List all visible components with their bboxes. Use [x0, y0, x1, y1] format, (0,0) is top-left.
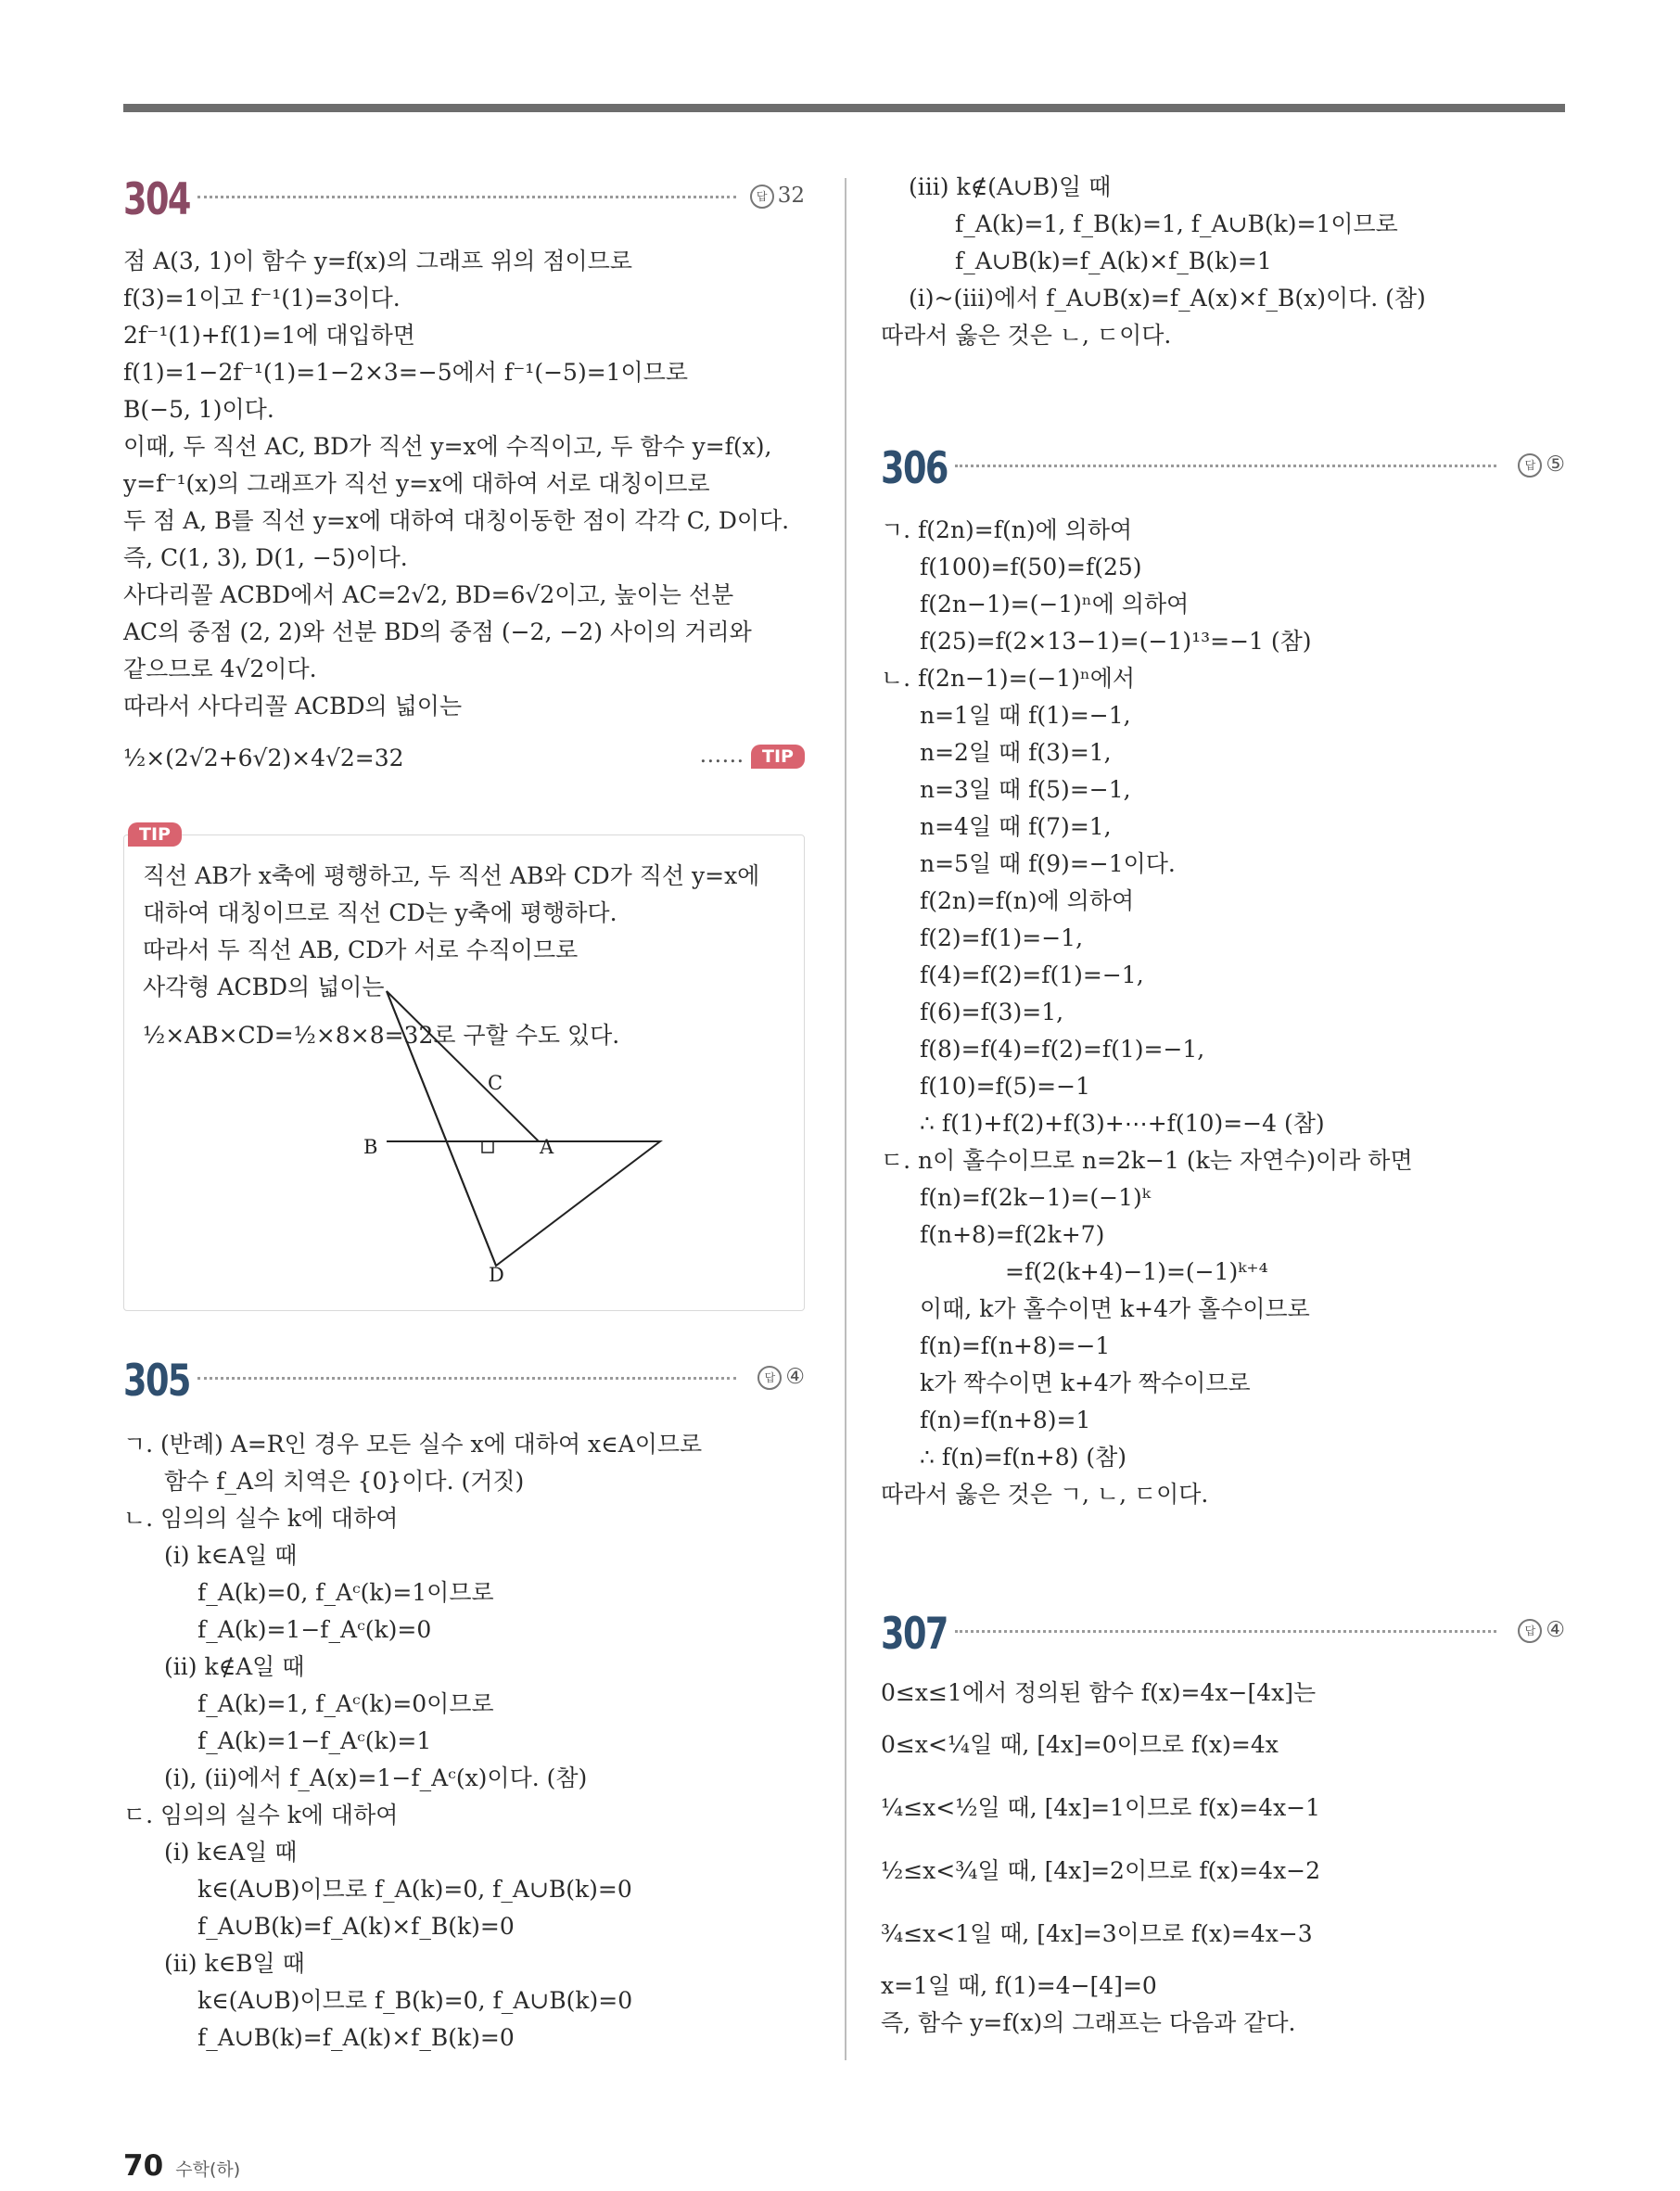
problem-306-header — [881, 443, 1565, 499]
problem-number: 304 — [123, 174, 190, 225]
answer-badge — [1518, 452, 1565, 478]
point-label-c: C — [488, 1072, 503, 1094]
solution-line: f(8)=f(4)=f(2)=f(1)=−1, — [920, 1036, 1205, 1063]
solution-line: 따라서 옳은 것은 ㄴ, ㄷ이다. — [881, 322, 1172, 349]
solution-line: ¼≤x<½일 때, [4x]=1이므로 f(x)=4x−1 — [881, 1794, 1321, 1821]
solution-line: f_A∪B(k)=f_A(k)×f_B(k)=0 — [197, 2024, 515, 2051]
answer-value: ⑤ — [1546, 452, 1565, 477]
solution-line: B(−5, 1)이다. — [123, 396, 274, 423]
leader-dots — [197, 196, 736, 198]
book-title: 수학(하) — [175, 2159, 241, 2180]
tip-line: 대하여 대칭이므로 직선 CD는 y축에 평행하다. — [143, 899, 617, 926]
solution-line: f_A(k)=1, f_B(k)=1, f_A∪B(k)=1이므로 — [955, 210, 1398, 237]
solution-line: ㄴ. 임의의 실수 k에 대하여 — [123, 1505, 399, 1532]
solution-line: f(3)=1이고 f⁻¹(1)=3이다. — [123, 285, 401, 312]
solution-line: 0≤x≤1에서 정의된 함수 f(x)=4x−[4x]는 — [881, 1679, 1317, 1706]
solution-line: x=1일 때, f(1)=4−[4]=0 — [881, 1972, 1157, 1999]
leader-dots — [197, 1377, 736, 1380]
tip-dots: …… — [699, 742, 745, 768]
solution-line: (ⅰ), (ⅱ)에서 f_A(x)=1−f_Aᶜ(x)이다. (참) — [164, 1764, 588, 1791]
problem-number: 305 — [123, 1356, 190, 1407]
top-rule — [123, 104, 1565, 112]
solution-line: (ⅲ) k∉(A∪B)일 때 — [909, 173, 1112, 200]
solution-line: ㄱ. (반례) A=R인 경우 모든 실수 x에 대하여 x∈A이므로 — [123, 1431, 703, 1458]
solution-line: n=4일 때 f(7)=1, — [920, 813, 1112, 840]
solution-line: f(2)=f(1)=−1, — [920, 924, 1084, 951]
page-footer — [123, 2149, 240, 2183]
solution-line: f_A(k)=1, f_Aᶜ(k)=0이므로 — [197, 1690, 494, 1717]
solution-line: f(2n)=f(n)에 의하여 — [920, 887, 1135, 914]
right-angle-mark — [482, 1141, 493, 1153]
solution-line: n=2일 때 f(3)=1, — [920, 739, 1112, 766]
solution-line: 따라서 사다리꼴 ACBD의 넓이는 — [123, 693, 463, 720]
solution-line: f(n)=f(n+8)=−1 — [920, 1332, 1111, 1359]
tip-reference — [699, 742, 805, 769]
solution-line: n=3일 때 f(5)=−1, — [920, 776, 1131, 803]
solution-line: 즉, C(1, 3), D(1, −5)이다. — [123, 544, 408, 571]
tip-line: 직선 AB가 x축에 평행하고, 두 직선 AB와 CD가 직선 y=x에 — [143, 862, 760, 889]
leader-dots — [955, 465, 1496, 467]
problem-number: 306 — [881, 443, 948, 494]
solution-line: 함수 f_A의 치역은 {0}이다. (거짓) — [164, 1468, 525, 1495]
solution-line: ∴ f(1)+f(2)+f(3)+⋯+f(10)=−4 (참) — [920, 1110, 1325, 1137]
solution-line: ㄱ. f(2n)=f(n)에 의하여 — [881, 516, 1133, 543]
solution-line: f(4)=f(2)=f(1)=−1, — [920, 962, 1144, 988]
answer-mark-icon: 답 — [750, 185, 774, 209]
solution-line: 두 점 A, B를 직선 y=x에 대하여 대칭이동한 점이 각각 C, D이다. — [123, 507, 790, 534]
solution-line: f(10)=f(5)=−1 — [920, 1073, 1090, 1100]
problem-305-header — [123, 1356, 805, 1411]
point-label-a: A — [540, 1136, 554, 1158]
answer-badge — [757, 1365, 805, 1390]
solution-line: f(6)=f(3)=1, — [920, 999, 1064, 1025]
page-number: 70 — [123, 2149, 164, 2183]
column-divider — [845, 178, 846, 2060]
solution-line: 따라서 옳은 것은 ㄱ, ㄴ, ㄷ이다. — [881, 1481, 1209, 1508]
problem-304-header — [123, 174, 805, 230]
answer-badge — [1518, 1618, 1565, 1643]
diagonal-cd — [387, 991, 496, 1266]
solution-line: k∈(A∪B)이므로 f_B(k)=0, f_A∪B(k)=0 — [197, 1987, 633, 2014]
solution-line: =f(2(k+4)−1)=(−1)ᵏ⁺⁴ — [1005, 1258, 1268, 1285]
solution-line: k가 짝수이면 k+4가 짝수이므로 — [920, 1369, 1251, 1396]
quadrilateral-diagram — [124, 835, 804, 1310]
solution-line: n=5일 때 f(9)=−1이다. — [920, 850, 1176, 877]
answer-mark-icon: 답 — [1518, 453, 1542, 478]
solution-line: ㄴ. f(2n−1)=(−1)ⁿ에서 — [881, 665, 1136, 692]
solution-line: AC의 중점 (2, 2)와 선분 BD의 중점 (−2, −2) 사이의 거리와 — [123, 618, 752, 645]
quadrilateral-acbd — [387, 991, 660, 1266]
solution-line: f(n+8)=f(2k+7) — [920, 1221, 1105, 1248]
solution-line: 0≤x<¼일 때, [4x]=0이므로 f(x)=4x — [881, 1731, 1279, 1758]
solution-line: f(n)=f(n+8)=1 — [920, 1407, 1091, 1433]
answer-badge — [750, 184, 805, 209]
solution-line: (ⅰ) k∈A일 때 — [164, 1542, 298, 1569]
solution-line: f_A∪B(k)=f_A(k)×f_B(k)=1 — [955, 248, 1272, 274]
answer-value: ④ — [1546, 1618, 1565, 1642]
solution-line: ∴ f(n)=f(n+8) (참) — [920, 1444, 1126, 1471]
solution-line: 2f⁻¹(1)+f(1)=1에 대입하면 — [123, 322, 415, 349]
solution-line: f(25)=f(2×13−1)=(−1)¹³=−1 (참) — [920, 628, 1312, 655]
solution-line: 점 A(3, 1)이 함수 y=f(x)의 그래프 위의 점이므로 — [123, 248, 632, 274]
answer-value: 32 — [777, 184, 805, 208]
solution-line: (ⅱ) k∉A일 때 — [164, 1653, 305, 1680]
tip-line: 따라서 두 직선 AB, CD가 서로 수직이므로 — [143, 936, 579, 963]
tip-tag: TIP — [751, 745, 805, 769]
solution-line: 즉, 함수 y=f(x)의 그래프는 다음과 같다. — [881, 2009, 1296, 2036]
solution-line: 이때, 두 직선 AC, BD가 직선 y=x에 수직이고, 두 함수 y=f(x), — [123, 433, 772, 460]
solution-line: f(2n−1)=(−1)ⁿ에 의하여 — [920, 591, 1190, 618]
solution-line: f_A(k)=1−f_Aᶜ(k)=0 — [197, 1616, 432, 1643]
solution-line: (ⅰ) k∈A일 때 — [164, 1839, 298, 1866]
solution-line: ¾≤x<1일 때, [4x]=3이므로 f(x)=4x−3 — [881, 1920, 1313, 1947]
problem-number: 307 — [881, 1609, 948, 1660]
solution-line: n=1일 때 f(1)=−1, — [920, 702, 1131, 729]
solution-line: y=f⁻¹(x)의 그래프가 직선 y=x에 대하여 서로 대칭이므로 — [123, 470, 710, 497]
solution-line: ㄷ. 임의의 실수 k에 대하여 — [123, 1802, 399, 1828]
solution-line: ½≤x<¾일 때, [4x]=2이므로 f(x)=4x−2 — [881, 1857, 1321, 1884]
solution-line: (ⅰ)~(ⅲ)에서 f_A∪B(x)=f_A(x)×f_B(x)이다. (참) — [909, 285, 1426, 312]
answer-mark-icon: 답 — [1518, 1619, 1542, 1643]
solution-line: f(100)=f(50)=f(25) — [920, 554, 1142, 580]
solution-line: (ⅱ) k∈B일 때 — [164, 1950, 305, 1977]
tip-line: ½×AB×CD=½×8×8=32로 구할 수도 있다. — [143, 1022, 620, 1049]
answer-value: ④ — [785, 1365, 805, 1389]
solution-line: f_A(k)=1−f_Aᶜ(k)=1 — [197, 1727, 432, 1754]
solution-line: 이때, k가 홀수이면 k+4가 홀수이므로 — [920, 1295, 1310, 1322]
solution-line: 사다리꼴 ACBD에서 AC=2√2, BD=6√2이고, 높이는 선분 — [123, 581, 734, 608]
answer-mark-icon: 답 — [757, 1366, 782, 1390]
leader-dots — [955, 1630, 1496, 1633]
solution-line: k∈(A∪B)이므로 f_A(k)=0, f_A∪B(k)=0 — [197, 1876, 632, 1903]
problem-307-header — [881, 1609, 1565, 1664]
solution-line: f(1)=1−2f⁻¹(1)=1−2×3=−5에서 f⁻¹(−5)=1이므로 — [123, 359, 688, 386]
point-label-b: B — [363, 1136, 378, 1158]
solution-line: ㄷ. n이 홀수이므로 n=2k−1 (k는 자연수)이라 하면 — [881, 1147, 1413, 1174]
tip-tag: TIP — [128, 822, 182, 847]
point-label-d: D — [489, 1264, 504, 1286]
tip-box — [123, 824, 805, 1311]
solution-line: f(n)=f(2k−1)=(−1)ᵏ — [920, 1184, 1151, 1211]
solution-line: ½×(2√2+6√2)×4√2=32 — [123, 745, 404, 771]
tip-line: 사각형 ACBD의 넓이는 — [143, 974, 385, 1000]
solution-line: f_A(k)=0, f_Aᶜ(k)=1이므로 — [197, 1579, 494, 1606]
solution-line: f_A∪B(k)=f_A(k)×f_B(k)=0 — [197, 1913, 515, 1940]
solution-line: 같으므로 4√2이다. — [123, 656, 317, 682]
